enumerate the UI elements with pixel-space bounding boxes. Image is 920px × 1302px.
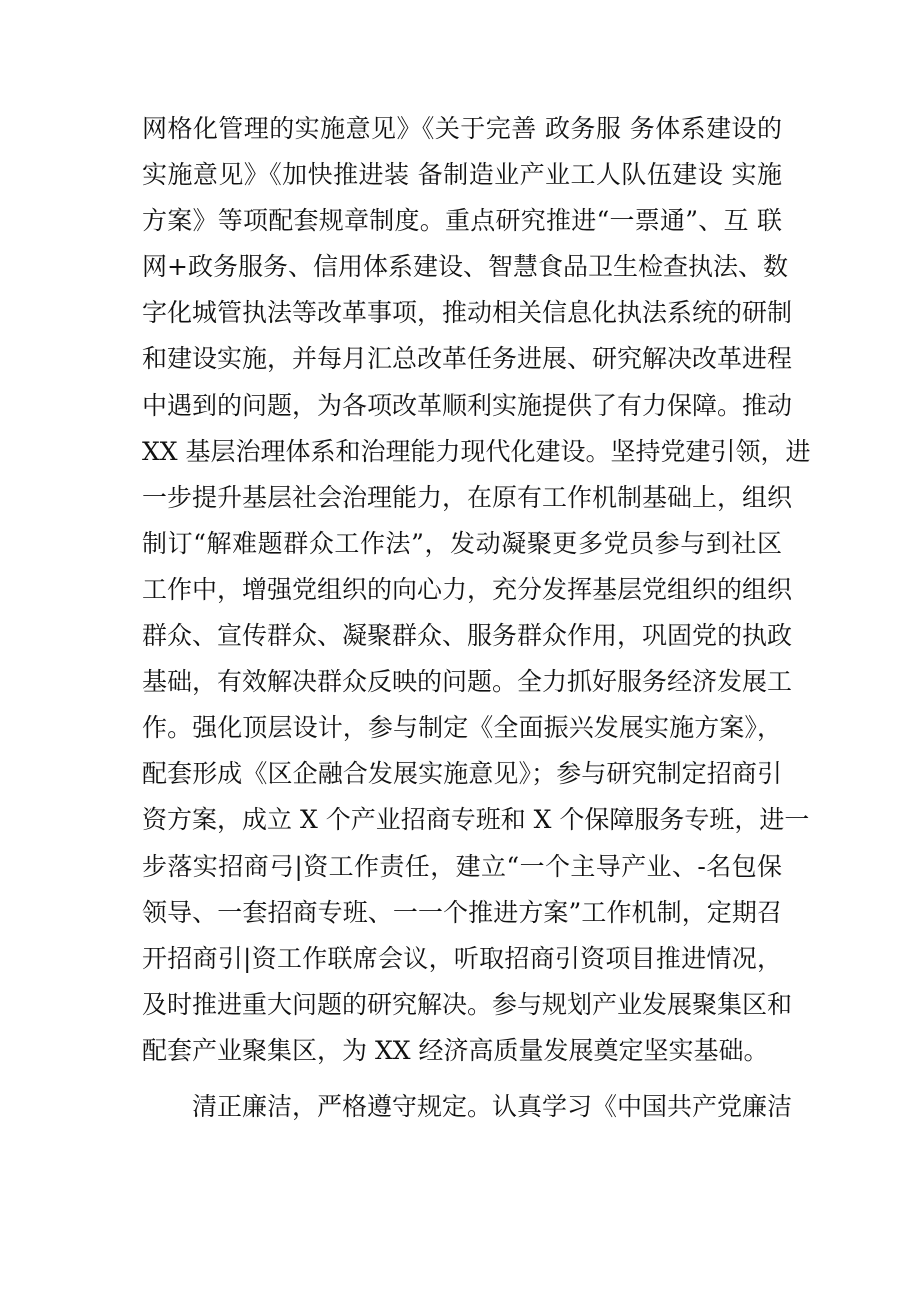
paragraph-1 xyxy=(142,106,811,1074)
text-line: 实施意见》《加快推进装 备制造业产业工人队伍建设 实施 xyxy=(142,160,782,190)
text-line: 和建设实施，并每月汇总改革任务进展、研究解决改革进程 xyxy=(142,344,793,374)
text-line: 作。强化顶层设计，参与制定《全面振兴发展实施方案》， xyxy=(142,713,782,743)
text-line: 工作中，增强党组织的向心力，充分发挥基层党组织的组织 xyxy=(142,574,793,604)
text-line: 及时推进重大问题的研究解决。参与规划产业发展聚集区和 xyxy=(142,989,793,1019)
text-line: 步落实招商弓|资工作责任，建立“一个主导产业、-名包保 xyxy=(142,851,782,881)
document-body xyxy=(142,106,811,1130)
text-line: XX 基层治理体系和治理能力现代化建设。坚持党建引领，进 xyxy=(142,436,811,466)
text-line: 清正廉洁，严格遵守规定。认真学习《中国共产党廉洁 xyxy=(142,1091,793,1121)
text-line: 基础，有效解决群众反映的问题。全力抓好服务经济发展工 xyxy=(142,667,793,697)
text-line: 网+政务服务、信用体系建设、智慧食品卫生检查执法、数 xyxy=(142,252,788,282)
text-line: 方案》等项配套规章制度。重点研究推进“一票通”、互 联 xyxy=(142,206,782,236)
text-line: 群众、宣传群众、凝聚群众、服务群众作用，巩固党的执政 xyxy=(142,621,793,651)
text-line: 开招商引|资工作联席会议，听取招商引资项目推进情况， xyxy=(142,943,782,973)
paragraph-2 xyxy=(142,1084,793,1130)
text-line: 字化城管执法等改革事项，推动相关信息化执法系统的研制 xyxy=(142,298,793,328)
text-line: 一步提升基层社会治理能力，在原有工作机制基础上，组织 xyxy=(142,482,793,512)
text-line: 制订“解难题群众工作法”，发动凝聚更多党员参与到社区 xyxy=(142,528,782,558)
text-line: 资方案，成立 X 个产业招商专班和 X 个保障服务专班，进一 xyxy=(142,805,810,835)
text-line: 中遇到的问题，为各项改革顺利实施提供了有力保障。推动 xyxy=(142,390,793,420)
text-line: 配套产业聚集区，为 XX 经济高质量发展奠定坚实基础。 xyxy=(142,1035,769,1065)
text-line: 网格化管理的实施意见》《关于完善 政务服 务体系建设的 xyxy=(142,114,782,143)
text-line: 配套形成《区企融合发展实施意见》；参与研究制定招商引 xyxy=(142,759,782,789)
text-line: 领导、一套招商专班、一一个推进方案”工作机制，定期召 xyxy=(142,897,782,927)
